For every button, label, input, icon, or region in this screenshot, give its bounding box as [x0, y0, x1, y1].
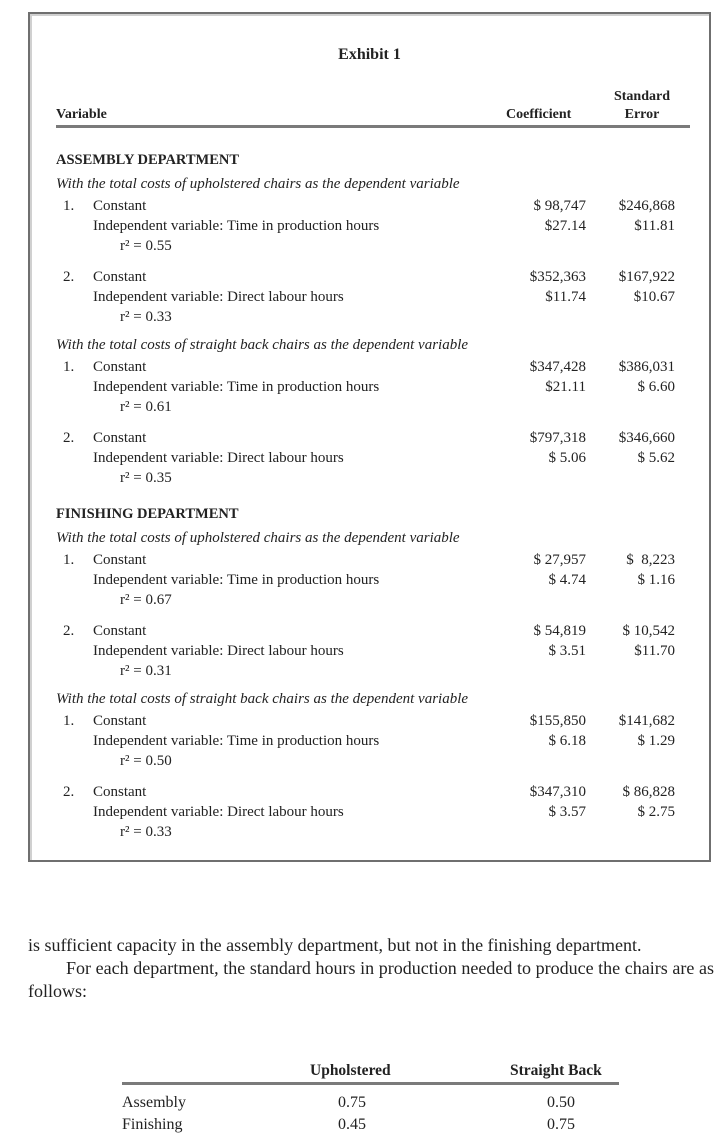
- constant-coefficient: $797,318: [529, 430, 586, 446]
- constant-label: Constant: [93, 269, 147, 285]
- section-heading: FINISHING DEPARTMENT: [56, 506, 239, 522]
- dependent-variable-caption: With the total costs of straight back chairs as the dependent variable: [56, 337, 469, 353]
- independent-coefficient: $ 6.18: [548, 733, 586, 749]
- constant-label: Constant: [93, 552, 147, 568]
- independent-variable-label: Independent variable: Direct labour hours: [93, 804, 344, 820]
- model-number: 1.: [63, 713, 75, 729]
- independent-standard-error: $ 1.29: [637, 733, 675, 749]
- independent-coefficient: $ 5.06: [548, 450, 586, 466]
- independent-standard-error: $ 5.62: [637, 450, 675, 466]
- independent-standard-error: $10.67: [633, 289, 675, 305]
- hours-straight-value: 0.50: [547, 1094, 575, 1111]
- independent-standard-error: $ 6.60: [637, 379, 675, 395]
- hours-row-label: Assembly: [122, 1094, 186, 1111]
- independent-standard-error: $11.81: [634, 218, 675, 234]
- constant-label: Constant: [93, 430, 147, 446]
- header-standard: Standard: [613, 89, 671, 104]
- r-squared: r² = 0.33: [120, 824, 172, 840]
- r-squared: r² = 0.35: [120, 470, 172, 486]
- hours-header-straight: Straight Back: [510, 1062, 602, 1079]
- independent-variable-label: Independent variable: Direct labour hours: [93, 643, 344, 659]
- hours-header-rule: [122, 1082, 619, 1085]
- model-number: 2.: [63, 269, 75, 285]
- model-number: 2.: [63, 430, 75, 446]
- independent-variable-label: Independent variable: Time in production hours: [93, 572, 380, 588]
- constant-standard-error: $346,660: [618, 430, 675, 446]
- model-number: 1.: [63, 198, 75, 214]
- prose-paragraph-2: For each department, the standard hours in production needed to produce the chairs are as follows:: [28, 958, 714, 1001]
- independent-coefficient: $21.11: [545, 379, 586, 395]
- hours-straight-value: 0.75: [547, 1116, 575, 1133]
- model-number: 1.: [63, 359, 75, 375]
- independent-variable-label: Independent variable: Direct labour hours: [93, 450, 344, 466]
- independent-coefficient: $11.74: [545, 289, 586, 305]
- r-squared: r² = 0.55: [120, 238, 172, 254]
- independent-coefficient: $ 3.51: [548, 643, 586, 659]
- hours-header-upholstered: Upholstered: [310, 1062, 391, 1079]
- prose-paragraph-1: is sufficient capacity in the assembly department, but not in the finishing department.: [28, 935, 642, 955]
- dependent-variable-caption: With the total costs of upholstered chairs as the dependent variable: [56, 176, 460, 192]
- constant-standard-error: $386,031: [618, 359, 675, 375]
- independent-variable-label: Independent variable: Time in production hours: [93, 218, 380, 234]
- r-squared: r² = 0.67: [120, 592, 172, 608]
- constant-coefficient: $347,428: [529, 359, 586, 375]
- dependent-variable-caption: With the total costs of upholstered chairs as the dependent variable: [56, 530, 460, 546]
- constant-standard-error: $246,868: [618, 198, 675, 214]
- header-variable: Variable: [56, 107, 107, 122]
- independent-coefficient: $27.14: [544, 218, 586, 234]
- r-squared: r² = 0.61: [120, 399, 172, 415]
- constant-coefficient: $ 54,819: [533, 623, 586, 639]
- independent-variable-label: Independent variable: Time in production hours: [93, 733, 380, 749]
- model-number: 2.: [63, 623, 75, 639]
- constant-standard-error: $ 86,828: [622, 784, 675, 800]
- constant-label: Constant: [93, 713, 147, 729]
- constant-coefficient: $ 98,747: [533, 198, 586, 214]
- model-number: 1.: [63, 552, 75, 568]
- independent-variable-label: Independent variable: Direct labour hours: [93, 289, 344, 305]
- independent-standard-error: $ 2.75: [637, 804, 675, 820]
- constant-coefficient: $ 27,957: [533, 552, 586, 568]
- constant-standard-error: $ 8,223: [626, 552, 675, 568]
- constant-coefficient: $155,850: [529, 713, 586, 729]
- model-number: 2.: [63, 784, 75, 800]
- header-coefficient: Coefficient: [506, 107, 572, 122]
- dependent-variable-caption: With the total costs of straight back chairs as the dependent variable: [56, 691, 469, 707]
- hours-row-label: Finishing: [122, 1116, 183, 1133]
- constant-label: Constant: [93, 359, 147, 375]
- constant-standard-error: $167,922: [618, 269, 675, 285]
- prose-block: [28, 934, 714, 1003]
- independent-standard-error: $ 1.16: [637, 572, 675, 588]
- header-rule: [56, 125, 690, 128]
- independent-coefficient: $ 4.74: [548, 572, 586, 588]
- exhibit-box: [28, 12, 711, 862]
- r-squared: r² = 0.33: [120, 309, 172, 325]
- exhibit-title: Exhibit 1: [338, 46, 401, 63]
- hours-upholstered-value: 0.45: [338, 1116, 366, 1133]
- section-heading: ASSEMBLY DEPARTMENT: [56, 152, 240, 168]
- r-squared: r² = 0.50: [120, 753, 172, 769]
- constant-standard-error: $ 10,542: [622, 623, 675, 639]
- hours-upholstered-value: 0.75: [338, 1094, 366, 1111]
- constant-coefficient: $352,363: [529, 269, 586, 285]
- constant-standard-error: $141,682: [618, 713, 675, 729]
- constant-label: Constant: [93, 198, 147, 214]
- independent-standard-error: $11.70: [634, 643, 675, 659]
- independent-variable-label: Independent variable: Time in production hours: [93, 379, 380, 395]
- independent-coefficient: $ 3.57: [548, 804, 586, 820]
- r-squared: r² = 0.31: [120, 663, 172, 679]
- constant-label: Constant: [93, 623, 147, 639]
- constant-coefficient: $347,310: [529, 784, 586, 800]
- header-error: Error: [624, 107, 660, 122]
- constant-label: Constant: [93, 784, 147, 800]
